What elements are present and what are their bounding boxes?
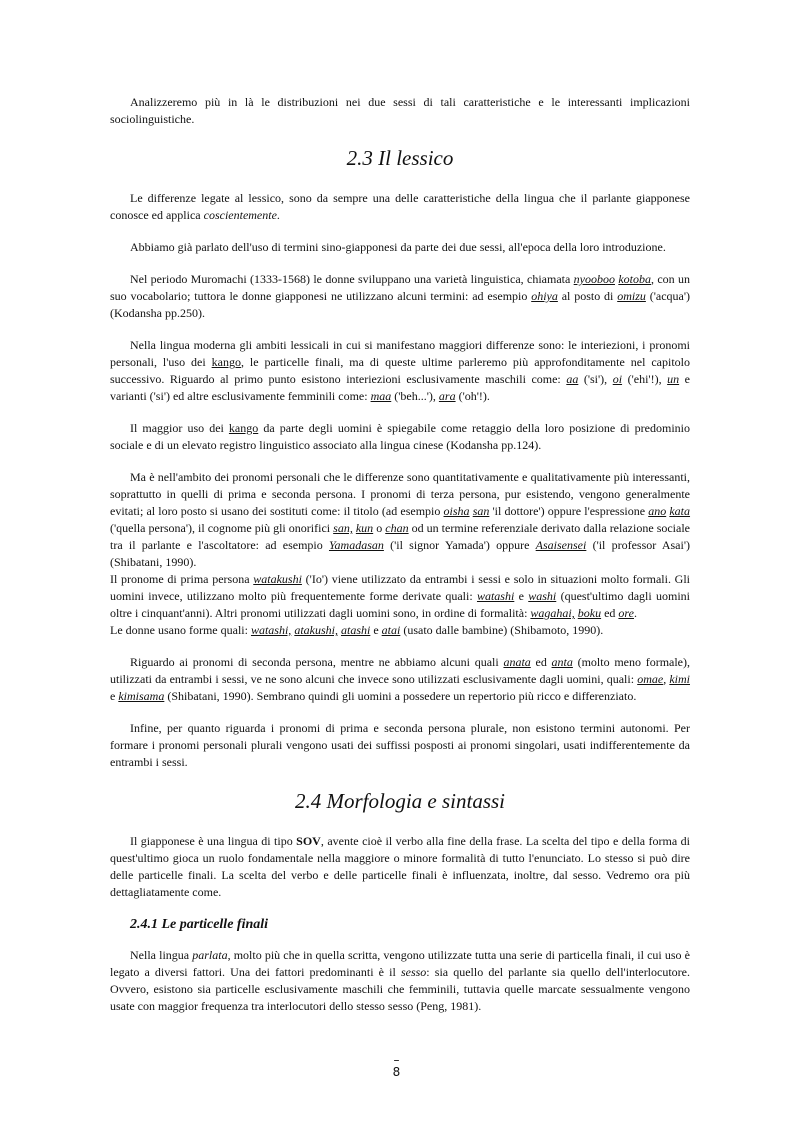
term: ore — [618, 606, 634, 620]
footer-dash: – — [393, 1053, 400, 1067]
term: watashi, — [250, 623, 292, 637]
paragraph-prima-persona: Il pronome di prima persona watakushi ('Io') viene utilizzato da entrambi i sessi e solo in situazioni molto formali. Gli uomini invece, utilizzano molto più frequentemente forme derivate quali: watashi e washi (quest'ultimo dagli uomini oltre i cinquant'anni). Altri pronomi utilizzati dagli uomini sono, in ordine di formalità: wagahai, boku ed ore. — [110, 572, 690, 620]
term: ara — [438, 389, 456, 403]
paragraph-seconda-persona: Riguardo ai pronomi di seconda persona, mentre ne abbiamo alcuni quali anata ed anta (molto meno formale), utilizzati da entrambi i sessi, ve ne sono alcuni che invece sono utilizzati esclusivamente dagli uomini, quali: omae, kimi e kimisama (Shibatani, 1990). Sembrano quindi gli uomini a possedere un repertorio più ricco e differenziato. — [110, 655, 691, 703]
term: anta — [551, 655, 573, 669]
term: wagahai, — [530, 606, 575, 620]
section-title-lessico: 2.3 Il lessico — [346, 146, 454, 170]
paragraph-lingua-moderna: Nella lingua moderna gli ambiti lessicali in cui si manifestano maggiori differenze sono: le interiezioni, i pronomi personali, l'uso dei kango, le particelle finali, ma di queste ultime parleremo più approfonditamente nel capitolo successivo. Riguardo al primo punto esistono interiezioni esclusivamente maschili come: aa ('si'), oi ('ehi'!), un e varianti ('si') ed altre esclusivamente femminili come: maa ('beh...'), ara ('oh'!). — [110, 338, 691, 403]
paragraph-lessico-2: Abbiamo già parlato dell'uso di termini sino-giapponesi da parte dei due sessi, all'epoca della loro introduzione. — [130, 240, 666, 254]
term: chan — [385, 521, 409, 535]
term: Yamadasan — [328, 538, 384, 552]
term: ano — [648, 504, 667, 518]
paragraph-kango: Il maggior uso dei kango da parte degli uomini è spiegabile come retaggio della loro posizione di predominio sociale e di un elevato registro linguistico associato alla lingua cinese (Kodansha pp.124). — [110, 421, 690, 452]
paragraph-sov: Il giapponese è una lingua di tipo SOV, avente cioè il verbo alla fine della frase. La scelta del tipo e della forma di quest'ultimo gioca un ruolo fondamentale nella maggiore o minore formalità di tutto l'enunciato. Lo stesso si può dire delle particelle finali. La scelta del verbo e delle particelle finali è influenzata, inoltre, dal sesso. Vedremo ora più dettagliatamente come. — [110, 834, 690, 899]
paragraph-particelle: Nella lingua parlata, molto più che in quella scritta, vengono utilizzate tutta una serie di particella finali, il cui uso è legato a diversi fattori. Una dei fattori predominanti è il sesso: sia quello del parlante sia quello dell'interlocutore. Ovvero, esistono sia particelle esclusivamente maschili che femminili, tuttavia quelle marcate sessualmente vengono usate con maggior frequenza tra interlocutori dello stesso sesso (Peng, 1981). — [110, 948, 691, 1013]
term: un — [667, 372, 680, 386]
paragraph-pronomi: Ma è nell'ambito dei pronomi personali che le differenze sono quantitativamente e qualitativamente più interessanti, soprattutto in quelli di prima e seconda persona. I pronomi di terza persona, pur esistendo, vengono generalmente evitati; al loro posto si usano dei sostituti come: il titolo (ad esempio oisha san 'il dottore') oppure l'espressione ano kata ('quella persona'), il cognome più gli onorifici san, kun o chan od un termine referenziale derivato dalla relazione sociale tra il parlante e l'ascoltatore: ad esempio Yamadasan ('il signor Yamada') oppure Asaisensei ('il professor Asai') (Shibatani, 1990). — [110, 470, 691, 569]
term: omae — [637, 672, 664, 686]
term: washi — [528, 589, 557, 603]
page-number: 8 — [392, 1065, 401, 1079]
term: atakushi, — [294, 623, 338, 637]
term: atashi — [340, 623, 371, 637]
term: maa — [370, 389, 392, 403]
term: omizu — [617, 289, 646, 303]
paragraph-donne: Le donne usano forme quali: watashi, atakushi, atashi e atai (usato dalle bambine) (Shibamoto, 1990). — [110, 623, 604, 637]
paragraph-intro: Analizzeremo più in là le distribuzioni nei due sessi di tali caratteristiche e le interessanti implicazioni sociolinguistiche. — [110, 95, 690, 126]
term: kango — [211, 355, 241, 369]
term: kimisama — [118, 689, 165, 703]
term: ohiya — [531, 289, 558, 303]
paragraph-muromachi: Nel periodo Muromachi (1333-1568) le donne sviluppano una varietà linguistica, chiamata nyooboo kotoba, con un suo vocabolario; tuttora le donne giapponesi ne utilizzano alcuni termini: ad esempio ohiya al posto di omizu ('acqua') (Kodansha pp.250). — [110, 272, 691, 320]
term: kimi — [669, 672, 690, 686]
term: oi — [612, 372, 623, 386]
term: boku — [577, 606, 602, 620]
page-footer — [0, 1055, 793, 1079]
document-page — [110, 94, 690, 1030]
paragraph-lessico-1: Le differenze legate al lessico, sono da sempre una delle caratteristiche della lingua che il parlante giapponese conosce ed applica coscientemente. — [110, 191, 690, 222]
term: kata — [669, 504, 691, 518]
term: oisha — [443, 504, 470, 518]
term: kun — [355, 521, 374, 535]
term: aa — [566, 372, 579, 386]
term: san, — [333, 521, 353, 535]
term: watakushi — [253, 572, 302, 586]
term: atai — [381, 623, 401, 637]
term: san — [472, 504, 490, 518]
term: kotoba — [618, 272, 651, 286]
subsection-title-particelle: 2.4.1 Le particelle finali — [130, 917, 269, 932]
term: nyooboo — [573, 272, 615, 286]
term: kango — [228, 421, 259, 435]
section-title-morfologia: 2.4 Morfologia e sintassi — [294, 789, 505, 813]
term: Asaisensei — [535, 538, 587, 552]
term: watashi — [476, 589, 515, 603]
paragraph-plurale: Infine, per quanto riguarda i pronomi di prima e seconda persona plurale, non esistono termini autonomi. Per formare i pronomi personali plurali vengono usati dei suffissi posposti ai pronomi singolari, usati indifferentemente da entrambi i sessi. — [110, 721, 690, 769]
term: anata — [503, 655, 531, 669]
